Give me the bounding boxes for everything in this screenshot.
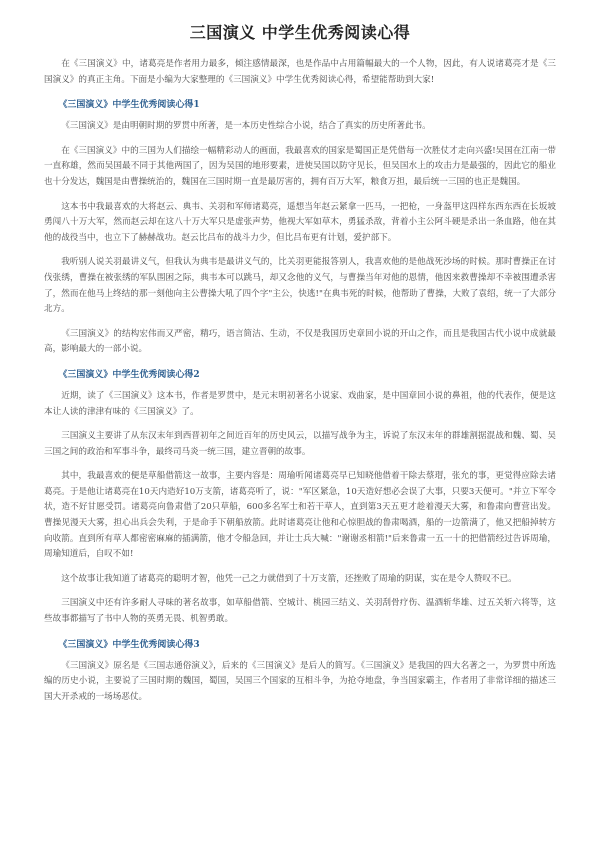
section-heading[interactable]: 《三国演义》中学生优秀阅读心得2 [58, 369, 200, 380]
body-paragraph: 这个故事让我知道了诸葛亮的聪明才智，他凭一己之力就借到了十万支箭，还挫败了周瑜的阴谋，实在是令人赞叹不已。 [61, 573, 517, 584]
body-paragraph: 《三国演义》的结构宏伟而又严密，精巧，语言简洁、生动，不仅是我国历史章回小说的开山之作，而且是我国古代小说中成就最高，影响最大的一部小说。 [44, 328, 556, 355]
section-heading[interactable]: 《三国演义》中学生优秀阅读心得3 [58, 639, 200, 650]
section-heading[interactable]: 《三国演义》中学生优秀阅读心得1 [58, 100, 200, 111]
page-title: 三国演义 中学生优秀阅读心得 [189, 23, 411, 42]
section-1 [44, 97, 556, 358]
body-paragraph: 我听别人说关羽最讲义气，但我认为典韦是最讲义气的，比关羽更能报答别人，我喜欢他的是他战死沙场的时候。那时曹操正在讨伐张绣，曹操在被张绣的军队围困之际，典韦本可以跳马，却又念他的义气，与曹操当年对他的恩情，他因来救曹操却不幸被围遭杀害了，然而在他马上终结的那一刻他向主公曹操大吼了四个字"主公，快逃!"在典韦死的时候，他帮助了曹操，大败了袁绍，统一了大部分北方。 [44, 257, 556, 315]
body-paragraph: 近期，读了《三国演义》这本书，作者是罗贯中，是元末明初著名小说家、戏曲家，是中国章回小说的鼻祖，他的代表作，便是这本让人读的津津有味的《三国演义》了。 [44, 390, 556, 417]
body-paragraph: 三国演义主要讲了从东汉末年到西晋初年之间近百年的历史风云，以描写战争为主，诉说了东汉末年的群雄割据混战和魏、蜀、吴三国之间的政治和军事斗争，最终司马炎一统三国，建立晋朝的故事。 [44, 431, 556, 457]
body-paragraph: 在《三国演义》中的三国为人们描绘一幅精彩动人的画面，我最喜欢的国家是蜀国正是凭借每一次胜仗才走向兴盛!吴国在江南一带一直称雄，然而吴国最不同于其他两国了，因为吴国的地形要素，进使吴国以防守见长，但吴国水上的攻击力是最强的，因此它的船业也十分发达，魏国是由曹操统治的，魏国在三国时期一直是最厉害的，拥有百万大军，粮食万担，最后统一三国的也正是魏国。 [44, 145, 556, 187]
section-3 [44, 637, 556, 706]
body-paragraph: 三国演义中还有许多耐人寻味的著名故事，如草船借箭、空城计、桃园三结义、关羽刮骨疗伤、温酒斩华雄、过五关斩六将等，这些故事都描写了书中人物的英勇无畏、机智勇敢。 [44, 598, 556, 625]
body-paragraph: 《三国演义》原名是《三国志通俗演义》，后来的《三国演义》是后人的简写。《三国演义》是我国的四大名著之一，为罗贯中所选编的历史小说，主要说了三国时期的魏国，蜀国，吴国三个国家的互相斗争，为抢夺地盘，争当国家霸主，作者用了非常详细的描述三国大开杀戒的一场场恶仗。 [44, 660, 556, 702]
body-paragraph: 其中，我最喜欢的便是草船借箭这一故事，主要内容是：周瑜听闻诸葛亮早已知晓他借着干除去蔡瑁，张允的事，更觉得应除去诸葛亮。于是他让诸葛亮在10天内造好10万支箭，诸葛亮听了，说："军区紧急，10天造好想必会误了大事，只要3天便可。"并立下军令状，造不好甘愿受罚。诸葛亮向鲁肃借了20只草船，600多名军士和若干草人，直到第3天五更才趁着漫天大雾，和鲁肃向曹营出发。曹操见漫天大雾，担心出兵会失利，于是命手下朝船放箭。此时诸葛亮让他和心惊胆战的鲁肃喝酒，船的一边箭满了，他又把船掉转方向收箭。直到所有草人都密密麻麻的插满箭，他才令船急回，并让士兵大喊："谢谢丞相箭!"后来鲁肃一五一十的把借箭经过告诉周瑜，周瑜知道后，自叹不如! [44, 471, 556, 560]
body-paragraph: 这本书中我最喜欢的大将赵云、典韦、关羽和军师诸葛亮，遥想当年赵云紧拿一匹马，一把枪，一身盔甲这四样东西东西在长坂坡勇闯八十万大军，然而赵云却在这八十万大军只是虚张声势，他视大军如草木，勇猛杀敌，背着小主公阿斗硬是杀出一条血路，他在其他的战役当中，也立下了赫赫战功。赵云比吕布的战斗力少，但比吕布更有计划，爱护部下。 [44, 201, 556, 243]
section-2 [44, 367, 556, 628]
body-paragraph: 《三国演义》是由明朝时期的罗贯中所著，是一本历史性综合小说，结合了真实的历史所著此书。 [61, 121, 431, 132]
intro-paragraph: 在《三国演义》中，诸葛亮是作者用力最多，倾注感情最深，也是作品中占用篇幅最大的一个人物，因此，有人说诸葛亮才是《三国演义》的真正主角。下面是小编为大家整理的《三国演义》中学生优秀阅读心得，希望能帮助到大家! [44, 59, 556, 85]
